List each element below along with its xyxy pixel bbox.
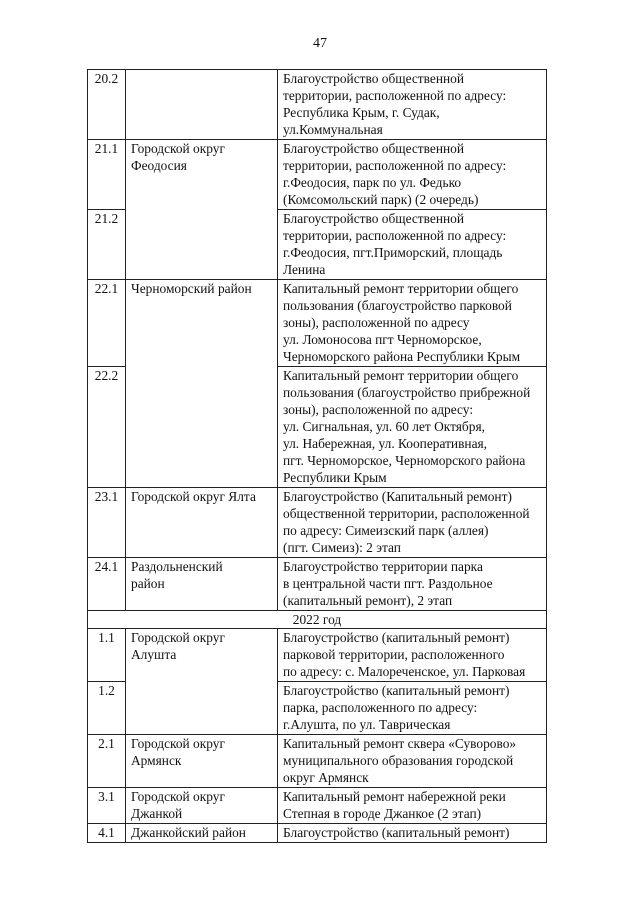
description-cell: Благоустройство (капитальный ремонт) парковой территории, расположенного по адресу: с. Малореченское, ул. Парковая — [278, 629, 547, 682]
row-number: 3.1 — [88, 788, 126, 824]
row-number: 1.1 — [88, 629, 126, 682]
row-number: 1.2 — [88, 682, 126, 735]
description-cell: Благоустройство общественной территории, расположенной по адресу: Республика Крым, г. Судак, ул.Коммунальная — [278, 70, 547, 140]
table-row — [88, 558, 547, 611]
row-number: 20.2 — [88, 70, 126, 140]
description-cell: Капитальный ремонт территории общего пользования (благоустройство парковой зоны), расположенной по адресу ул. Ломоносова пгт Черноморское, Черноморского района Республики Крым — [278, 280, 547, 367]
municipality-cell: Городской округ Алушта — [126, 629, 278, 735]
municipality-cell: Раздольненский район — [126, 558, 278, 611]
row-number: 22.1 — [88, 280, 126, 367]
table-row — [88, 70, 547, 140]
municipality-cell: Черноморский район — [126, 280, 278, 488]
page-number: 47 — [313, 36, 327, 51]
description-cell: Капитальный ремонт сквера «Суворово» муниципального образования городской округ Армянск — [278, 735, 547, 788]
municipality-cell: Городской округ Джанкой — [126, 788, 278, 824]
description-cell: Благоустройство общественной территории, расположенной по адресу: г.Феодосия, пгт.Приморский, площадь Ленина — [278, 210, 547, 280]
table-row — [88, 280, 547, 367]
table-row — [88, 735, 547, 788]
description-cell: Благоустройство территории парка в центральной части пгт. Раздольное (капитальный ремонт), 2 этап — [278, 558, 547, 611]
municipality-cell: Джанкойский район — [126, 824, 278, 843]
year-row — [88, 611, 547, 629]
row-number: 2.1 — [88, 735, 126, 788]
description-cell: Благоустройство (капитальный ремонт) — [278, 824, 547, 843]
row-number: 22.2 — [88, 367, 126, 488]
row-number: 21.2 — [88, 210, 126, 280]
table-row — [88, 788, 547, 824]
table-row — [88, 488, 547, 558]
projects-table — [87, 69, 547, 843]
municipality-cell: Городской округ Ялта — [126, 488, 278, 558]
row-number: 23.1 — [88, 488, 126, 558]
row-number: 21.1 — [88, 140, 126, 210]
description-cell: Капитальный ремонт территории общего пользования (благоустройство прибрежной зоны), расположенной по адресу: ул. Сигнальная, ул. 60 лет Октября, ул. Набережная, ул. Кооперативная, пгт. Черноморское, Черноморского района Республики Крым — [278, 367, 547, 488]
description-cell: Капитальный ремонт набережной реки Степная в городе Джанкое (2 этап) — [278, 788, 547, 824]
table-row — [88, 824, 547, 843]
description-cell: Благоустройство общественной территории, расположенной по адресу: г.Феодосия, парк по ул. Федько (Комсомольский парк) (2 очередь) — [278, 140, 547, 210]
municipality-cell: Городской округ Армянск — [126, 735, 278, 788]
municipality-cell — [126, 70, 278, 140]
year-heading: 2022 год — [88, 611, 547, 629]
table-row — [88, 140, 547, 210]
description-cell: Благоустройство (капитальный ремонт) парка, расположенного по адресу: г.Алушта, по ул. Таврическая — [278, 682, 547, 735]
municipality-cell: Городской округ Феодосия — [126, 140, 278, 280]
row-number: 24.1 — [88, 558, 126, 611]
description-cell: Благоустройство (Капитальный ремонт) общественной территории, расположенной по адресу: Симеизский парк (аллея) (пгт. Симеиз): 2 этап — [278, 488, 547, 558]
table-row — [88, 629, 547, 682]
row-number: 4.1 — [88, 824, 126, 843]
